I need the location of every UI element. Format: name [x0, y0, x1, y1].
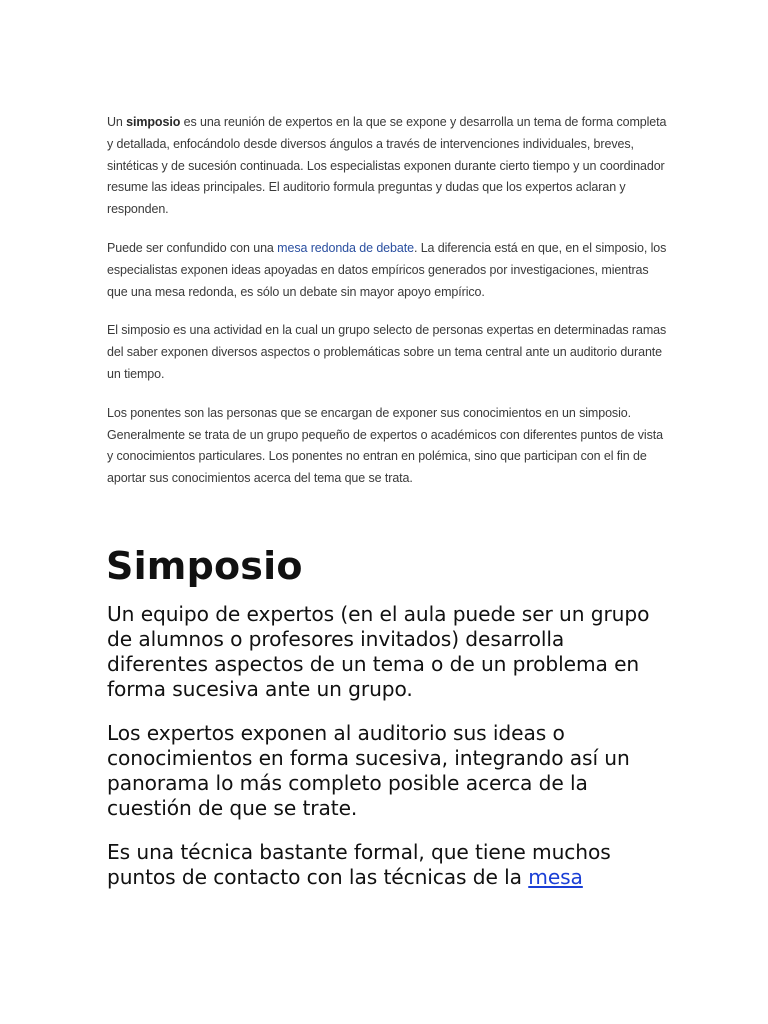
intro-p1-prefix: Un — [107, 115, 127, 129]
mesa-link[interactable]: mesa — [528, 864, 583, 889]
intro-p2-text: . La diferencia está en que, en el simposio, los especialistas exponen ideas apoyadas en datos empíricos generados por investigaciones, mientras que una mesa redonda, es sólo un debate sin mayor apoyo empírico. — [107, 240, 667, 299]
intro-p1-bold-term: simposio — [126, 115, 181, 129]
intro-paragraph-1 — [107, 112, 667, 221]
section-paragraph-3 — [107, 840, 667, 890]
mesa-redonda-link[interactable]: mesa redonda de debate — [277, 240, 414, 255]
section-title: Simposio — [106, 543, 303, 588]
section-paragraph-2: Los expertos exponen al auditorio sus ideas o conocimientos en forma sucesiva, integrando así un panorama lo más completo posible acerca de la cuestión de que se trate. — [107, 720, 630, 820]
document-page — [107, 112, 667, 909]
intro-paragraph-2 — [107, 238, 667, 303]
intro-paragraph-3: El simposio es una actividad en la cual un grupo selecto de personas expertas en determinadas ramas del saber exponen diversos aspectos o problemáticas sobre un tema central ante un auditorio durante un tiempo. — [107, 323, 667, 381]
section-paragraph-1: Un equipo de expertos (en el aula puede ser un grupo de alumnos o profesores invitados) desarrolla diferentes aspectos de un tema o de un problema en forma sucesiva ante un grupo. — [107, 601, 650, 701]
section-p3-text: Es una técnica bastante formal, que tiene muchos puntos de contacto con las técnicas de la — [107, 839, 611, 889]
intro-p1-text: es una reunión de expertos en la que se expone y desarrolla un tema de forma completa y detallada, enfocándolo desde diversos ángulos a través de intervenciones individuales, breves, sintéticas y de sucesión continuada. Los especialistas exponen durante cierto tiempo y un coordinador resume las ideas principales. El auditorio formula preguntas y dudas que los expertos aclaran y responden. — [107, 115, 667, 217]
intro-p2-prefix: Puede ser confundido con una — [107, 240, 278, 255]
intro-paragraph-4: Los ponentes son las personas que se encargan de exponer sus conocimientos en un simposio. Generalmente se trata de un grupo pequeño de expertos o académicos con diferentes puntos de vista y conocimientos particulares. Los ponentes no entran en polémica, sino que participan con el fin de aportar sus conocimientos acerca del tema que se trata. — [107, 405, 663, 486]
